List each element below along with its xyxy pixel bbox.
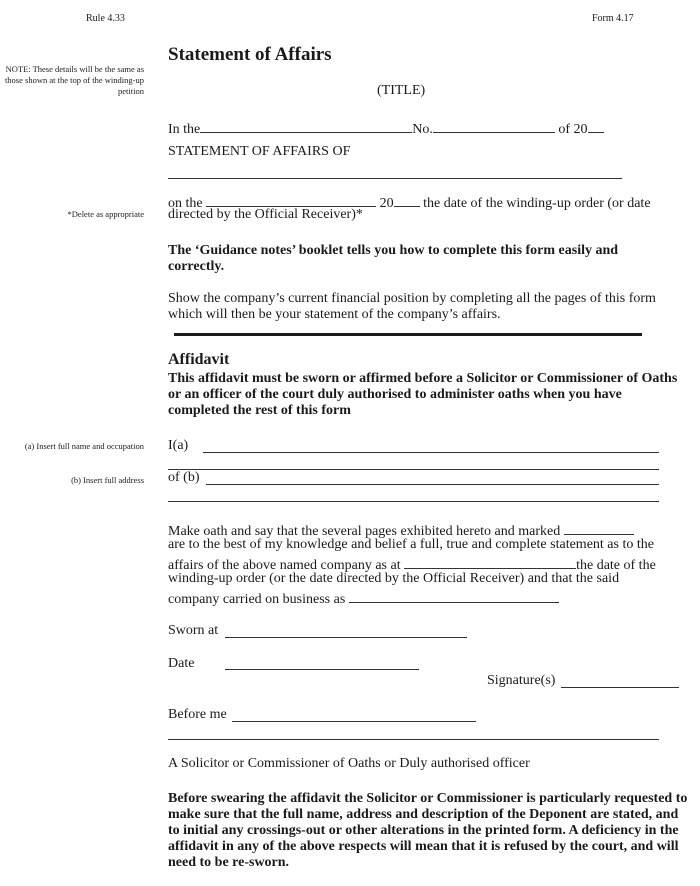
- date-field[interactable]: [225, 669, 419, 670]
- i-a-label: I(a): [168, 438, 189, 453]
- address-field-2[interactable]: [168, 501, 659, 502]
- in-the-label: In the: [168, 122, 201, 137]
- signature-label: Signature(s): [487, 673, 556, 688]
- note-full-name: (a) Insert full name and occupation: [24, 441, 144, 451]
- note-delete: *Delete as appropriate: [67, 209, 144, 219]
- officer-field[interactable]: [168, 739, 659, 740]
- sworn-at-label: Sworn at: [168, 623, 219, 638]
- oath-line-5: [168, 588, 559, 608]
- warning-note: Before swearing the affidavit the Solicitor or Commissioner is particularly requested to make sure that the full name, address and description of the Deponent are stated, and to initial any crossings-out or other alterations in the printed form. A deficiency in the affidavit in any of the above respects will mean that it is refused by the court, and will need to be re-sworn.: [168, 791, 688, 870]
- before-me-label: Before me: [168, 707, 227, 722]
- of-b-label: of (b): [168, 470, 200, 485]
- exhibit-mark-field[interactable]: [564, 520, 634, 535]
- oath-text-3a: affairs of the above named company as at: [168, 558, 401, 573]
- on-the-label: on the: [168, 196, 203, 211]
- guidance-note: The ‘Guidance notes’ booklet tells you how to complete this form easily and correctly.: [168, 243, 619, 274]
- company-name-field[interactable]: [168, 178, 622, 179]
- affidavit-heading: Affidavit: [168, 351, 230, 368]
- note-winding-up: NOTE: These details will be the same as those shown at the top of the winding-up petition: [4, 64, 144, 96]
- order-date-field[interactable]: [206, 192, 376, 207]
- title-placeholder: (TITLE): [377, 83, 426, 98]
- oath-line-2: are to the best of my knowledge and belief a full, true and complete statement as to the: [168, 537, 654, 552]
- affidavit-intro: This affidavit must be sworn or affirmed before a Solicitor or Commissioner of Oaths or an officer of the court duly authorised to administer oaths when you have completed the rest of this form: [168, 371, 678, 418]
- officer-caption: A Solicitor or Commissioner of Oaths or Duly authorised officer: [168, 756, 530, 771]
- full-name-field[interactable]: [203, 452, 659, 453]
- date-row-rest: the date of the winding-up order (or date: [423, 196, 651, 211]
- business-field[interactable]: [349, 588, 559, 603]
- year-prefix: 20: [379, 196, 394, 211]
- signature-field[interactable]: [561, 687, 679, 688]
- case-number-field[interactable]: [433, 118, 555, 133]
- form-number: Form 4.17: [592, 13, 634, 24]
- occupation-field[interactable]: [168, 469, 659, 470]
- affairs-date-field[interactable]: [404, 554, 576, 569]
- oath-text-1: Make oath and say that the several pages exhibited hereto and marked: [168, 524, 561, 539]
- order-year-field[interactable]: [394, 192, 420, 207]
- case-year-field[interactable]: [588, 118, 604, 133]
- oath-text-3b: the date of the: [576, 558, 656, 573]
- rule-number: Rule 4.33: [86, 13, 125, 24]
- oath-text-5: company carried on business as: [168, 592, 346, 607]
- address-field[interactable]: [206, 484, 659, 485]
- number-label: No.: [412, 122, 433, 137]
- sworn-at-field[interactable]: [225, 637, 467, 638]
- oath-line-4: winding-up order (or the date directed by the Official Receiver) and that the said: [168, 571, 620, 586]
- date-label: Date: [168, 656, 195, 671]
- court-row: [168, 118, 604, 138]
- before-me-field[interactable]: [232, 721, 476, 722]
- instruction-text: Show the company’s current financial position by completing all the pages of this form which will then be your statement of the company’s affairs.: [168, 291, 656, 322]
- date-row-continued: directed by the Official Receiver)*: [168, 207, 363, 222]
- statement-of-label: STATEMENT OF AFFAIRS OF: [168, 144, 351, 159]
- year-label: of 20: [558, 122, 588, 137]
- court-name-field[interactable]: [200, 118, 412, 133]
- page-title: Statement of Affairs: [168, 44, 332, 65]
- note-full-address: (b) Insert full address: [71, 475, 144, 485]
- section-divider: [174, 333, 642, 336]
